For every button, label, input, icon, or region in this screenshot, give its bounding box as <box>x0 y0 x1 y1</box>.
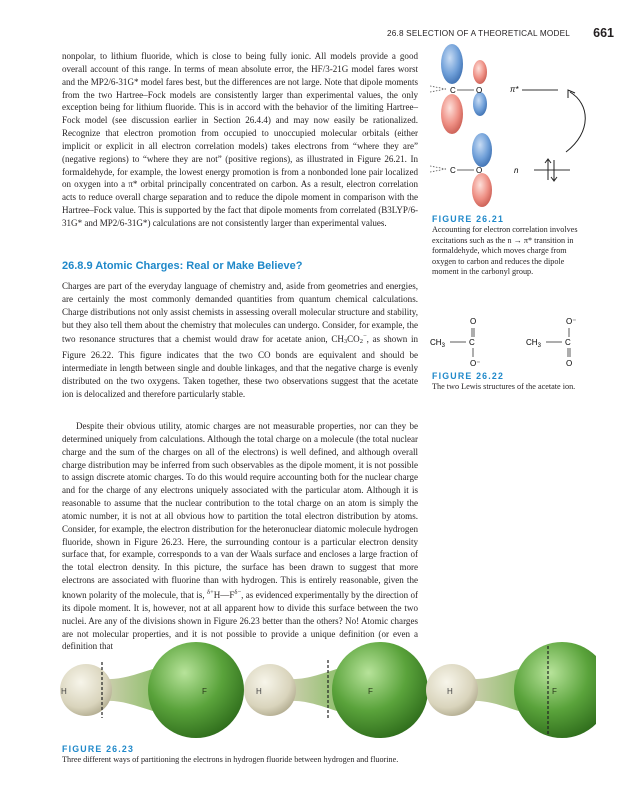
svg-text:C: C <box>469 338 475 347</box>
figure-26-21-orbitals <box>430 42 600 212</box>
lewis-structure-1 <box>430 317 480 368</box>
f-label-1: F <box>202 687 207 696</box>
figure-26-21-caption: FIGURE 26.21 Accounting for electron correlation involves excitations such as the n → π* transition in formaldehyde, which moves charge from oxygen to carbon and reduces the dipole moment in the carbonyl group. <box>432 214 592 277</box>
body-paragraph-1: nonpolar, to lithium fluoride, which is close to being fully ionic. All models provide a good overall account of this range. In terms of mean absolute error, the HF/3-21G model fares worst and the MP2/6-31G* model fares best, but the differences are not large. Note that dipole moments from the two Hartree–Fock models are consistently larger than experimental values, the only exception being for lithium fluoride. This is in accord with the behavior of the limiting Hartree–Fock model (see discussion earlier in Section 26.4.4) and may now easily be rationalized. Recognize that electron promotion from occupied to unoccupied molecular orbitals (either implicit or explicit in all electron correlation models) takes electrons from “where they are” (negative regions) to “where they are not” (positive regions), as illustrated in Figure 26.21. In formaldehyde, for example, the lowest energy promotion is from a nonbonded lone pair localized on oxygen into a π* orbital principally concentrated on carbon. As a result, electron correlation acts to reduce overall charge separation and to reduce the dipole moment in comparison with the Hartree–Fock value. This is supported by the fact that dipole moments from correlated (B3LYP/6-31G* and MP2/6-31G*) calculations are not consistently larger than experimental values. <box>62 51 418 228</box>
hf-partition-1 <box>60 642 244 738</box>
h-label-1: H <box>61 687 67 696</box>
h-label-2: H <box>256 687 262 696</box>
svg-text:CH3: $CH_3$ <box>526 338 541 349</box>
hf-polarity: $^{\delta+}H—F^{\delta-}$ <box>207 588 242 600</box>
svg-text:O⁻: O⁻ <box>566 317 577 326</box>
section-title: 26.8 SELECTION OF A THEORETICAL MODEL <box>386 29 570 38</box>
oxygen-label-bottom: O <box>476 166 483 175</box>
svg-text:C: C <box>565 338 571 347</box>
body-paragraph-3: Despite their obvious utility, atomic charges are not measurable properties, nor can they be determined uniquely from calculations. Although the total charge on a molecule (the total nuclear charge and the sum of the charges on all of the electrons) is well defined, and although overall charge distribution may be inferred from such observables as the dipole moment, it is not possible to assign discrete atomic charges. To do this would require accounting both for the nuclear charge and for the charge of any electrons uniquely associated with the particular atom. Although it is reasonable to assume that the nuclear contribution to the total charge on an atom is simply the atomic number, it is not at all obvious how to partition the total electron distribution by atoms. Consider, for example, the electron distribution for the heteronuclear diatomic molecule hydrogen fluoride, shown in Figure 26.23. Here, the surrounding contour is a particular electron density surface that, for example, corresponds to a van der Waals surface and encloses a large fraction of the total electron density. In this picture, the surface has been drawn to suggest that more electrons are associated with fluorine than with hydrogen. This is entirely reasonable, given the known polarity of the molecule, that is, $^{\delta+}H—F^{\delta-}$, as evidenced experimentally by the direction of its dipole moment. It is, however, not at all apparent how to divide this surface between the two nuclei. Are any of the divisions shown in Figure 26.23 better than the others? No! Atomic charges are not molecular properties, and it is not possible to provide a unique definition (or even a definition that <box>62 421 418 652</box>
oxygen-label-top: O <box>476 86 483 95</box>
svg-text:CH3: $CH_3$ <box>430 338 445 349</box>
running-header <box>0 27 626 41</box>
carbon-label-top: C <box>450 86 456 95</box>
hf-partition-2 <box>244 642 428 738</box>
acetate-formula: CH3CO2− <box>331 333 367 346</box>
figure-26-23-heading: FIGURE 26.23 <box>62 744 135 754</box>
figure-26-22-caption: FIGURE 26.22 The two Lewis structures of the acetate ion. <box>432 371 592 393</box>
f-label-2: F <box>368 687 373 696</box>
pi-star-label: π* <box>510 85 519 94</box>
excitation-arrow <box>566 92 585 152</box>
figure-26-23-caption: FIGURE 26.23 Three different ways of partitioning the electrons in hydrogen fluoride between hydrogen and fluorine. <box>62 744 602 766</box>
lone-pair-orbital <box>430 133 570 207</box>
figure-26-23-hf-partitions <box>56 640 596 740</box>
carbon-label-bottom: C <box>450 166 456 175</box>
page-number: 661 <box>593 26 614 40</box>
svg-text:O: O <box>566 359 573 368</box>
section-heading: 26.8.9 Atomic Charges: Real or Make Believe? <box>62 260 303 272</box>
pi-star-orbital <box>430 44 558 134</box>
hf-partition-3 <box>426 642 596 738</box>
body-paragraph-2: Charges are part of the everyday language of chemistry and, aside from geometries and energies, are certainly the most commonly demanded quantities from quantum chemical calculations. Charge distributions not only assist chemists in assessing overall molecular structure and stability, but they also tell them about the chemistry that molecules can undergo. Consider, for example, the two resonance structures that a chemist would draw for acetate anion, CH3CO2−, as shown in Figure 26.22. This figure indicates that the two CO bonds are equivalent and should be intermediate in length between single and double linkages, and that the negative charge is evenly distributed on the two oxygens. Taken together, these two observations suggest that the acetate ion is delocalized and therefore particularly stable. <box>62 281 418 399</box>
figure-26-22-lewis-structures <box>430 312 600 368</box>
h-label-3: H <box>447 687 453 696</box>
f-label-3: F <box>552 687 557 696</box>
svg-text:O: O <box>470 317 477 326</box>
svg-text:O⁻: O⁻ <box>470 359 481 368</box>
figure-26-22-heading: FIGURE 26.22 <box>432 371 505 381</box>
n-label: n <box>514 166 519 175</box>
figure-26-21-heading: FIGURE 26.21 <box>432 214 505 224</box>
lewis-structure-2 <box>526 317 576 368</box>
